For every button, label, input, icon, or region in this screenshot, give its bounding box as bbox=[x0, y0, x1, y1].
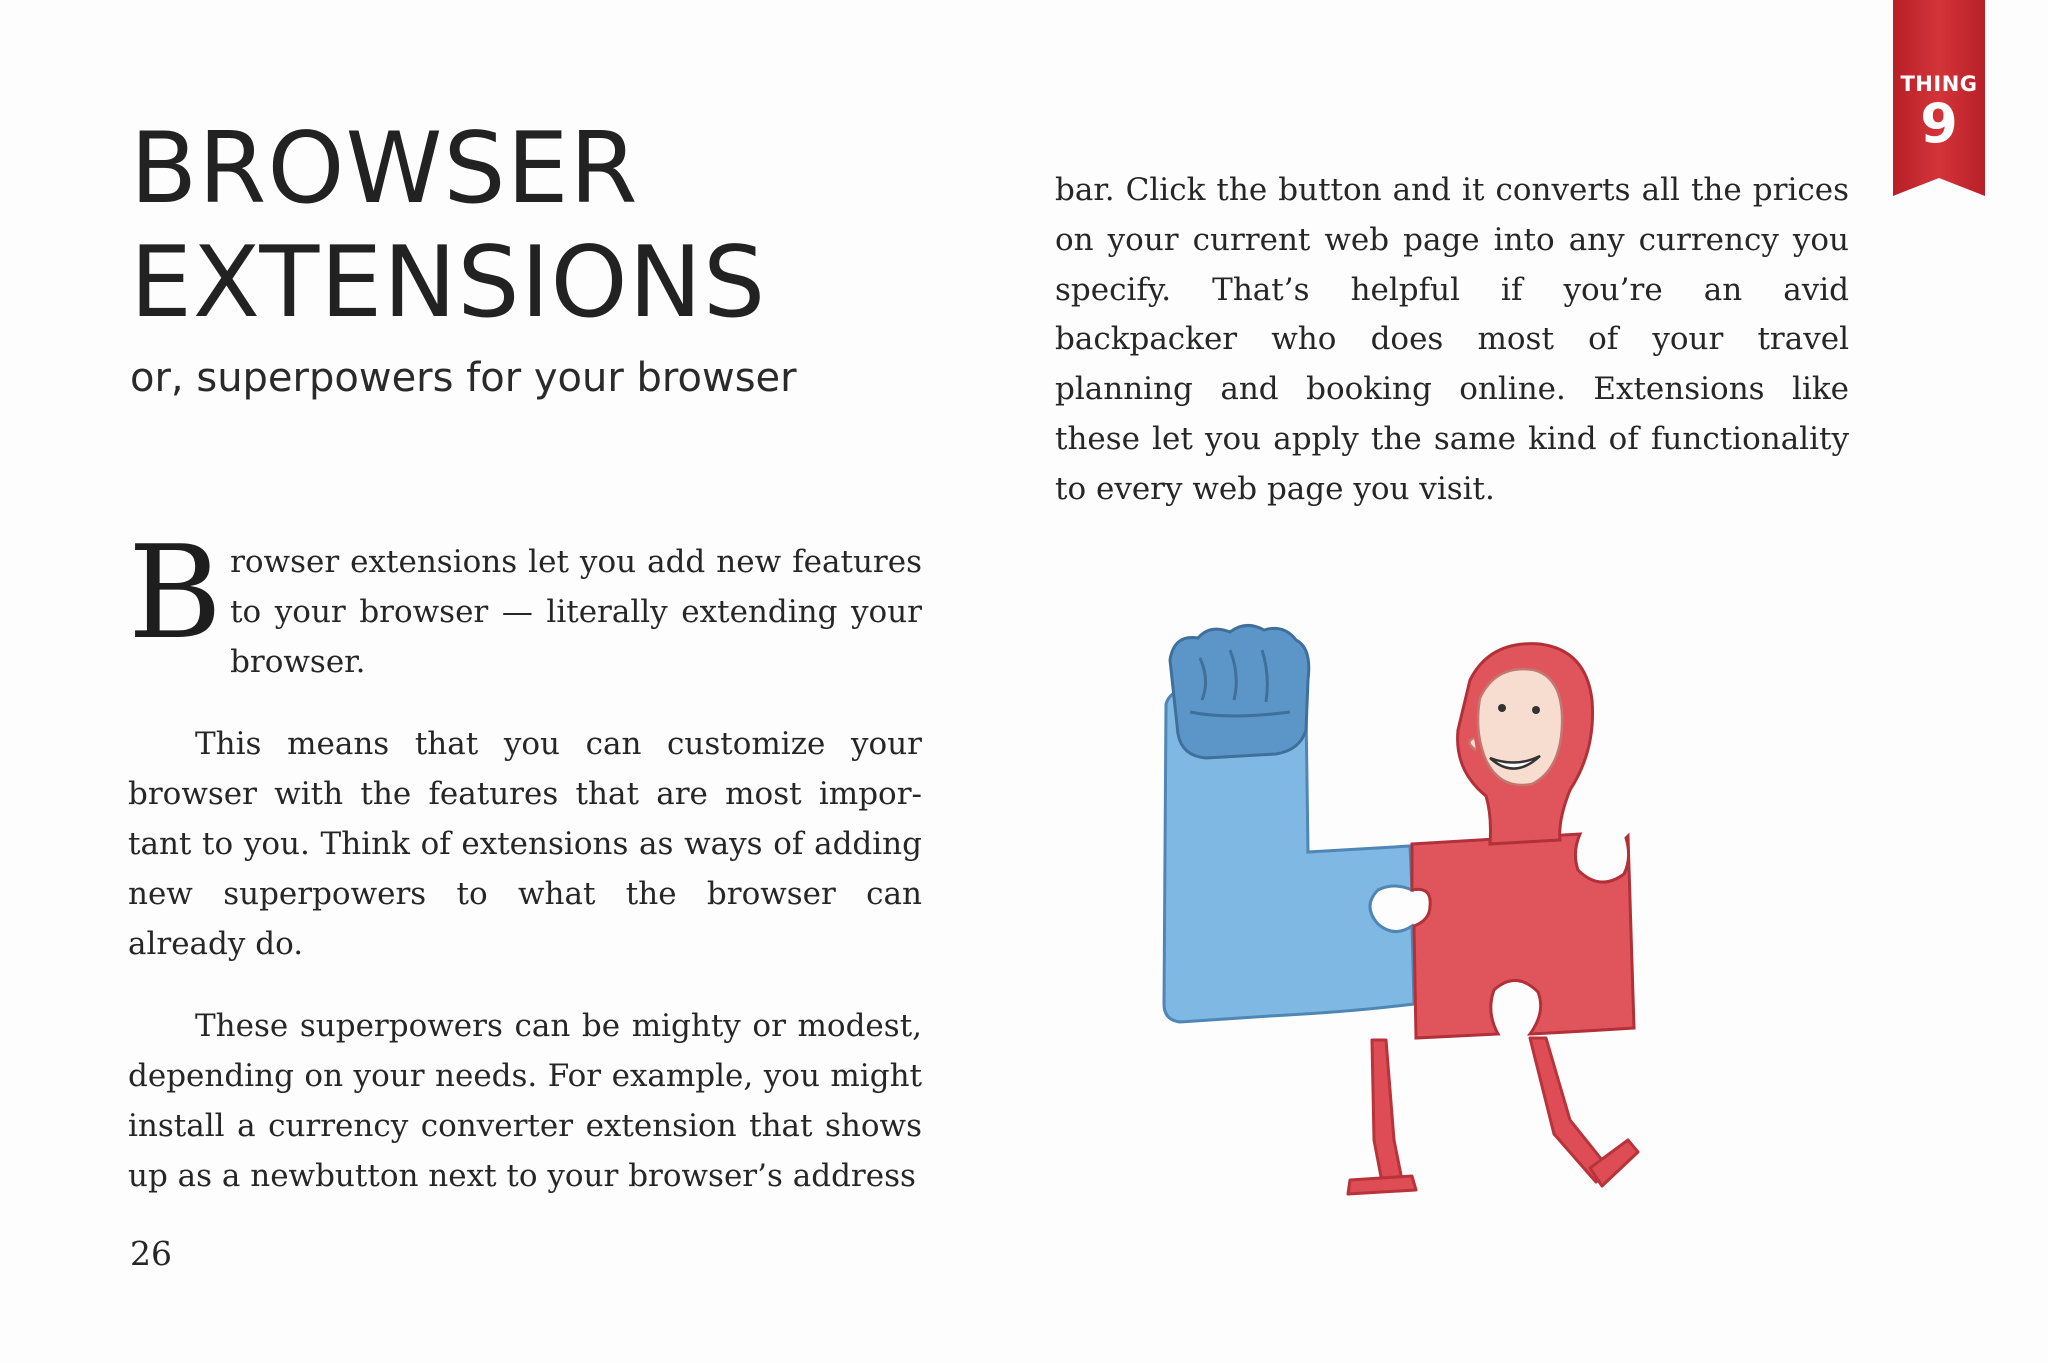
chapter-title bbox=[130, 112, 766, 340]
red-puzzle-piece bbox=[1412, 644, 1634, 1038]
chapter-subtitle: or, superpowers for your browser bbox=[130, 355, 797, 401]
legs bbox=[1348, 1038, 1638, 1194]
puzzle-piece-superhero-illustration bbox=[1150, 620, 1720, 1210]
chapter-title-line-1: BROWSER bbox=[130, 112, 639, 226]
left-text-column bbox=[128, 519, 922, 1235]
paragraph-customize: This means that you can customize your browser with the features that are most important to you. Think of extensions as ways of adding new superpowers to what the browser can already do. bbox=[128, 726, 922, 962]
paragraph-intro-text: rowser extensions let you add new features to your browser — literally extending your browser. bbox=[230, 544, 922, 680]
ribbon-number: 9 bbox=[1920, 92, 1958, 155]
drop-cap: B bbox=[128, 519, 223, 668]
thing-ribbon bbox=[1893, 0, 1985, 196]
paragraph-continued: bar. Click the button and it converts all the prices on your current web page into any currency you specify. That’s helpful if you’re an avid backpacker who does most of your travel planning and booking online. Extensions like these let you apply the same kind of functionality to every web page you visit. bbox=[1055, 172, 1849, 507]
blue-puzzle-piece bbox=[1164, 625, 1414, 1022]
paragraph-intro bbox=[128, 519, 922, 687]
puzzle-hero-drawing bbox=[1150, 620, 1720, 1210]
chapter-title-line-2: EXTENSIONS bbox=[130, 226, 767, 340]
ribbon-label: THING bbox=[1900, 72, 1978, 96]
paragraph-superpowers: These superpowers can be mighty or modest, depending on your needs. For example, you might install a currency converter extension that shows up as a newbutton next to your browser’s address bbox=[128, 1008, 922, 1194]
page-number: 26 bbox=[130, 1234, 172, 1273]
right-text-column bbox=[1055, 166, 1849, 548]
